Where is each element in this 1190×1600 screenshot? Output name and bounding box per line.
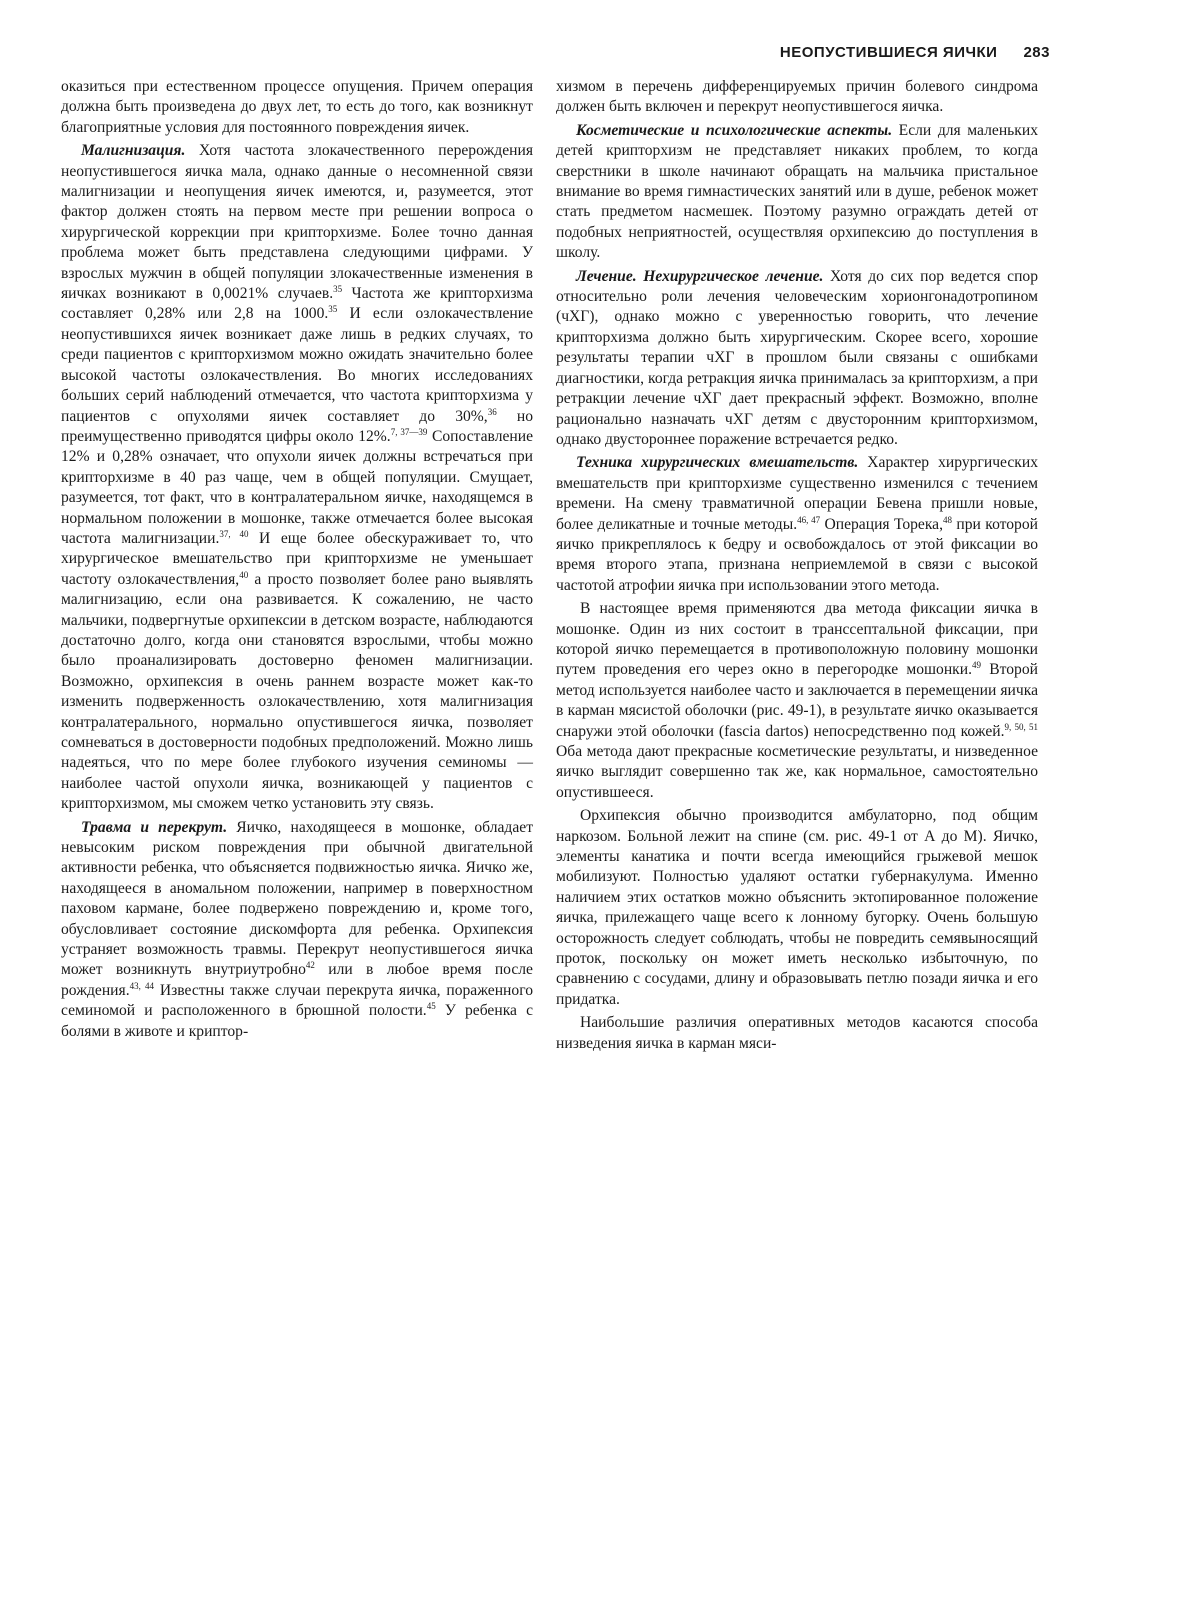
citation-ref: 40 xyxy=(239,569,249,580)
citation-ref: 48 xyxy=(943,514,953,525)
citation-ref: 43, 44 xyxy=(129,980,155,991)
paragraph-text: Оба метода дают прекрасные косметические результаты, и низведенное яичко выглядит совершенно так же, как нормальное, самостоятельно опустившееся. xyxy=(556,743,1038,801)
paragraph-text: или в любое время после рождения. xyxy=(61,961,533,999)
paragraph: оказиться при естественном процессе опущения. Причем операция должна быть произведена до двух лет, то есть до того, как возникнут благоприятные условия для постоянного повреждения яичек. xyxy=(61,78,533,136)
paragraph-text: У ребенка с болями в животе и криптор- xyxy=(61,1002,533,1040)
citation-ref: 37, 40 xyxy=(219,528,249,539)
paragraph-text: Хотя до сих пор ведется спор относительно роли лечения человеческим хорионгонадотропином (чХГ), однако можно с уверенностью говорить, что лечение крипторхизма должно быть хирургическим. Скорее всего, хорошие результаты терапии чХГ в прошлом были связаны с ошибками диагностики, когда ретракция яичка принималась за крипторхизм, а при ретракции лечение чХГ дает прекрасный эффект. Возможно, вполне рационально назначать чХГ детям с двусторонним крипторхизмом, однако двустороннее поражение встречается редко. xyxy=(556,267,1039,448)
paragraph-fixation xyxy=(556,599,1038,803)
paragraph-technique xyxy=(556,453,1038,596)
paragraph-text: но преимущественно приводятся цифры около 12%. xyxy=(61,407,533,445)
paragraph-text: И если озлокачествление неопустившихся яичек возникает даже лишь в редких случаях, то среди пациентов с крипторхизмом можно ожидать значительно более высокой частоты озлокачествления. Во многих исследованиях больших серий наблюдений отмечается, что частота крипторхизма у пациентов с опухолями яичек составляет до 30%, xyxy=(61,305,533,425)
paragraph-text: Характер хирургических вмешательств при крипторхизме существенно изменился с течением времени. На смену травматичной операции Бевена пришли новые, более деликатные и точные методы. xyxy=(556,454,1038,533)
citation-ref: 49 xyxy=(972,660,982,671)
citation-ref: 35 xyxy=(328,304,338,315)
citation-ref: 9, 50, 51 xyxy=(1004,721,1039,732)
paragraph-text: Хотя частота злокачественного перерождения неопустившегося яичка мала, однако данные о несомненной связи малигнизации и неопущения яичек имеются, и, разумеется, этот фактор должен стоять на первом месте при решении вопроса о хирургической коррекции при крипторхизме. Более точно данная проблема может быть представлена следующими цифрами. У взрослых мужчин в общей популяции злокачественные изменения в яичках возникают в 0,0021% случаев. xyxy=(61,142,533,303)
page-number: 283 xyxy=(1023,44,1050,61)
paragraph-text: Второй метод используется наиболее часто и заключается в перемещении яичка в карман мясистой оболочки (рис. 49-1), в результате яичко оказывается снаружи этой оболочки (fascia dartos) непосредственно под кожей. xyxy=(556,661,1038,740)
citation-ref: 42 xyxy=(305,960,315,971)
running-title: НЕОПУСТИВШИЕСЯ ЯИЧКИ xyxy=(779,44,998,61)
left-column xyxy=(61,77,533,1045)
paragraph-text: Если для маленьких детей крипторхизм не представляет никаких проблем, то когда сверстники в школе начинают обращать на мальчика пристальное внимание во время гимнастических занятий или в душе, ребенок может стать предметом насмешек. Поэтому разумно ограждать детей от подобных неприятностей, осуществляя орхипексию до поступления в школу. xyxy=(556,121,1038,262)
citation-ref: 35 xyxy=(333,284,343,295)
section-heading: Косметические и психологические аспекты. xyxy=(576,121,893,139)
paragraph: хизмом в перечень дифференцируемых причин болевого синдрома должен быть включен и перекрут неопустившегося яичка. xyxy=(556,78,1038,116)
paragraph-text: Операция Торека, xyxy=(820,515,944,533)
paragraph-text: при которой яичко прикреплялось к бедру и освобождалось от этой фиксации во время второго этапа, признана неприемлемой в связи с высокой частотой атрофии яичка при использовании этого метода. xyxy=(556,515,1038,594)
paragraph-treatment xyxy=(556,267,1038,451)
citation-ref: 45 xyxy=(426,1001,436,1012)
section-heading: Техника хирургических вмешательств. xyxy=(576,454,859,472)
paragraph-text: Яичко, находящееся в мошонке, обладает невысоким риском повреждения при обычной двигательной активности ребенка, что объясняется подвижностью яичка. Яичко же, находящееся в аномальном положении, например в поверхностном паховом кармане, более подвержено повреждению и, кроме того, обусловливает состояние дискомфорта для ребенка. Орхипексия устраняет возможность травмы. Перекрут неопустившегося яичка может возникнуть внутриутробно xyxy=(61,818,534,979)
paragraph-methods: Наибольшие различия оперативных методов касаются способа низведения яичка в карман мяси- xyxy=(556,1014,1038,1052)
paragraph-orchiopexy: Орхипексия обычно производится амбулаторно, под общим наркозом. Больной лежит на спине (см. рис. 49-1 от А до М). Яичко, элементы канатика и почти всегда имеющийся грыжевой мешок мобилизуют. Полностью удаляют остатки губернакулума. Именно наличием этих остатков можно объяснить эктопированное положение яичка, прилежащего чаще всего к лонному бугорку. Очень большую осторожность следует соблюдать, чтобы не повредить семявыносящий проток, поскольку он может иметь несколько избыточную, по сравнению с сосудами, длину и образовывать петлю позади яичка и его придатка. xyxy=(556,807,1038,1008)
paragraph-text: Частота же крипторхизма составляет 0,28% или 2,8 на 1000. xyxy=(61,285,533,323)
section-heading: Лечение. Нехирургическое лечение. xyxy=(576,267,824,285)
paragraph-text: И еще более обескураживает то, что хирургическое вмешательство при крипторхизме не уменьшает частоту озлокачествления, xyxy=(61,529,534,588)
citation-ref: 36 xyxy=(487,406,497,417)
running-header xyxy=(0,44,1050,61)
right-column xyxy=(556,77,1038,1057)
citation-ref: 7, 37—39 xyxy=(390,426,428,437)
section-heading: Малигнизация. xyxy=(81,142,186,160)
section-heading: Травма и перекрут. xyxy=(81,818,228,836)
citation-ref: 46, 47 xyxy=(797,514,821,525)
paragraph-text: Сопоставление 12% и 0,28% означает, что опухоли яичек должны встречаться при крипторхизме в 40 раз чаще, чем в общей популяции. Смущает, разумеется, тот факт, что в контралатеральном яичке, находящемся в нормальном положении в мошонке, также отмечается более высокая частота малигнизации. xyxy=(61,427,534,547)
paragraph-cosmetic xyxy=(556,121,1038,264)
paragraph-text: Известны также случаи перекрута яичка, пораженного семиномой и расположенного в брюшной полости. xyxy=(61,981,534,1020)
paragraph-malignization xyxy=(61,141,533,814)
paragraph-text: В настоящее время применяются два метода фиксации яичка в мошонке. Один из них состоит в транссептальной фиксации, при которой яичко перемещается в противоположную половину мошонки путем проведения его через окно в перегородке мошонки. xyxy=(556,600,1038,679)
paragraph-trauma xyxy=(61,818,533,1042)
paragraph-text: а просто позволяет более рано выявлять малигнизацию, если она развивается. К сожалению, не часто мальчики, подвергнутые орхипексии в детском возрасте, наблюдаются достаточно долго, когда они становятся взрослыми, чтобы можно было проанализировать достоверно феномен малигнизации. Возможно, орхипексия в очень раннем возрасте может как-то изменить подверженность озлокачествлению, хотя малигнизация контралатерального, нормально опустившегося яичка, позволяет сомневаться в достоверности подобных предположений. Можно лишь надеяться, что по мере более глубокого изучения семиномы — наиболее частой опухоли яичка, возникающей у пациентов с крипторхизмом, мы сможем четко установить эту связь. xyxy=(61,570,533,813)
